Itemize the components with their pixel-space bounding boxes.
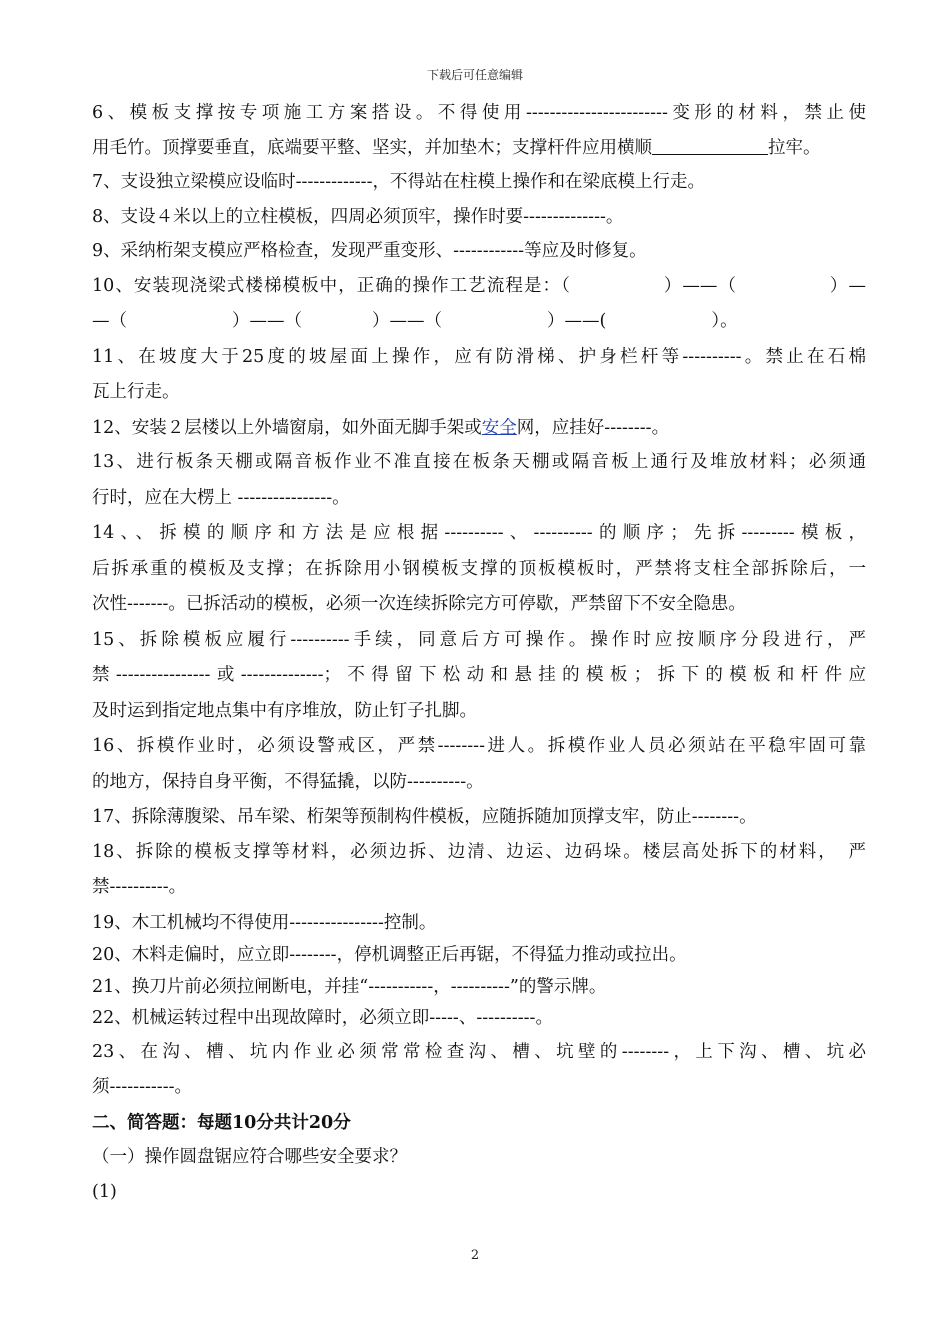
text-line: 6、模板支撑按专项施工方案搭设。不得使用------------------------变形的材料，禁止使: [92, 103, 866, 123]
text-line: 及时运到指定地点集中有序堆放，防止钉子扎脚。: [92, 700, 477, 721]
text-segment: 网，应挂好--------。: [516, 417, 670, 438]
text-line: 行时，应在大楞上 ----------------。: [92, 487, 350, 508]
text-line: 10、安装现浇梁式楼梯模板中，正确的操作工艺流程是：（ ）——（ ）—: [92, 275, 866, 296]
page-header: 下载后可任意编辑: [426, 68, 523, 82]
safety-net-link[interactable]: 安全: [481, 417, 517, 438]
text-line: 的地方，保持自身平衡，不得猛撬，以防----------。: [92, 771, 484, 792]
document-body: [92, 96, 866, 1209]
section-heading: 二、简答题：每题10分共计20分: [92, 1112, 351, 1133]
text-line: 9、采纳桁架支模应严格检查，发现严重变形、------------等应及时修复。: [92, 241, 647, 261]
text-line: 20、木料走偏时，应立即--------，停机调整正后再锯，不得猛力推动或拉出。: [92, 945, 687, 965]
text-line: 瓦上行走。: [92, 382, 180, 402]
text-line: —（ ）——（ ）——（ ）——( ）。: [92, 311, 738, 331]
text-line: 16、拆模作业时，必须设警戒区，严禁--------进人。拆模作业人员必须站在平稳牢固可靠: [92, 736, 866, 756]
text-line: 15、拆除模板应履行----------手续，同意后方可操作。操作时应按顺序分段进行，严: [92, 629, 866, 650]
text-line: 8、支设４米以上的立柱模板，四周必须顶牢，操作时要--------------。: [92, 206, 624, 227]
text-line: 17、拆除薄腹梁、吊车梁、桁架等预制构件模板，应随拆随加顶撑支牢，防止--------。: [92, 807, 757, 827]
page-number: 2: [470, 1248, 480, 1263]
text-segment: 拉牢。: [768, 137, 821, 158]
text-line: 23、在沟、槽、坑内作业必须常常检查沟、槽、坑壁的--------，上下沟、槽、坑必: [92, 1041, 866, 1062]
text-line: 7、支设独立梁模应设临时-------------，不得站在柱模上操作和在梁底模上行走。: [92, 172, 706, 192]
text-line: 21、换刀片前必须拉闸断电，并挂“-----------，----------”的警示牌。: [92, 976, 607, 997]
text-line: 19、木工机械均不得使用----------------控制。: [92, 912, 437, 933]
text-line: 14、、拆模的顺序和方法是应根据----------、----------的顺序；先拆---------模板，: [92, 523, 866, 543]
text-line: 22、机械运转过程中出现故障时，必须立即-----、----------。: [92, 1008, 553, 1028]
text-segment: 12、安装２层楼以上外墙窗扇，如外面无脚手架或: [92, 417, 482, 438]
text-line: 禁----------------或--------------；不得留下松动和悬挂的模板；拆下的模板和杆件应: [92, 665, 866, 685]
text-segment: 用毛竹。顶撑要垂直，底端要平整、坚实，并加垫木；支撑杆件应用横顺: [92, 137, 652, 158]
text-line: [92, 131, 866, 166]
text-line: 11、在坡度大于25度的坡屋面上操作，应有防滑梯、护身栏杆等----------。禁止在石棉: [92, 346, 866, 367]
question-title: （一）操作圆盘锯应符合哪些安全要求？: [92, 1147, 407, 1167]
text-line: 禁----------。: [92, 877, 187, 897]
text-line: 次性-------。已拆活动的模板，必须一次连续拆除完方可停歇，严禁留下不安全隐患。: [92, 594, 746, 614]
answer-item: (1): [92, 1181, 117, 1202]
text-line: 须-----------。: [92, 1077, 193, 1097]
text-line: [92, 411, 866, 446]
text-line: 18、拆除的模板支撑等材料，必须边拆、边清、边运、边码垛。楼层高处拆下的材料， 严: [92, 841, 866, 862]
text-line: 后拆承重的模板及支撑；在拆除用小钢模板支撑的顶板模板时，严禁将支柱全部拆除后，一: [92, 558, 866, 579]
text-line: 13、进行板条天棚或隔音板作业不准直接在板条天棚或隔音板上通行及堆放材料；必须通: [92, 452, 866, 472]
fill-blank-underline: [652, 136, 768, 155]
